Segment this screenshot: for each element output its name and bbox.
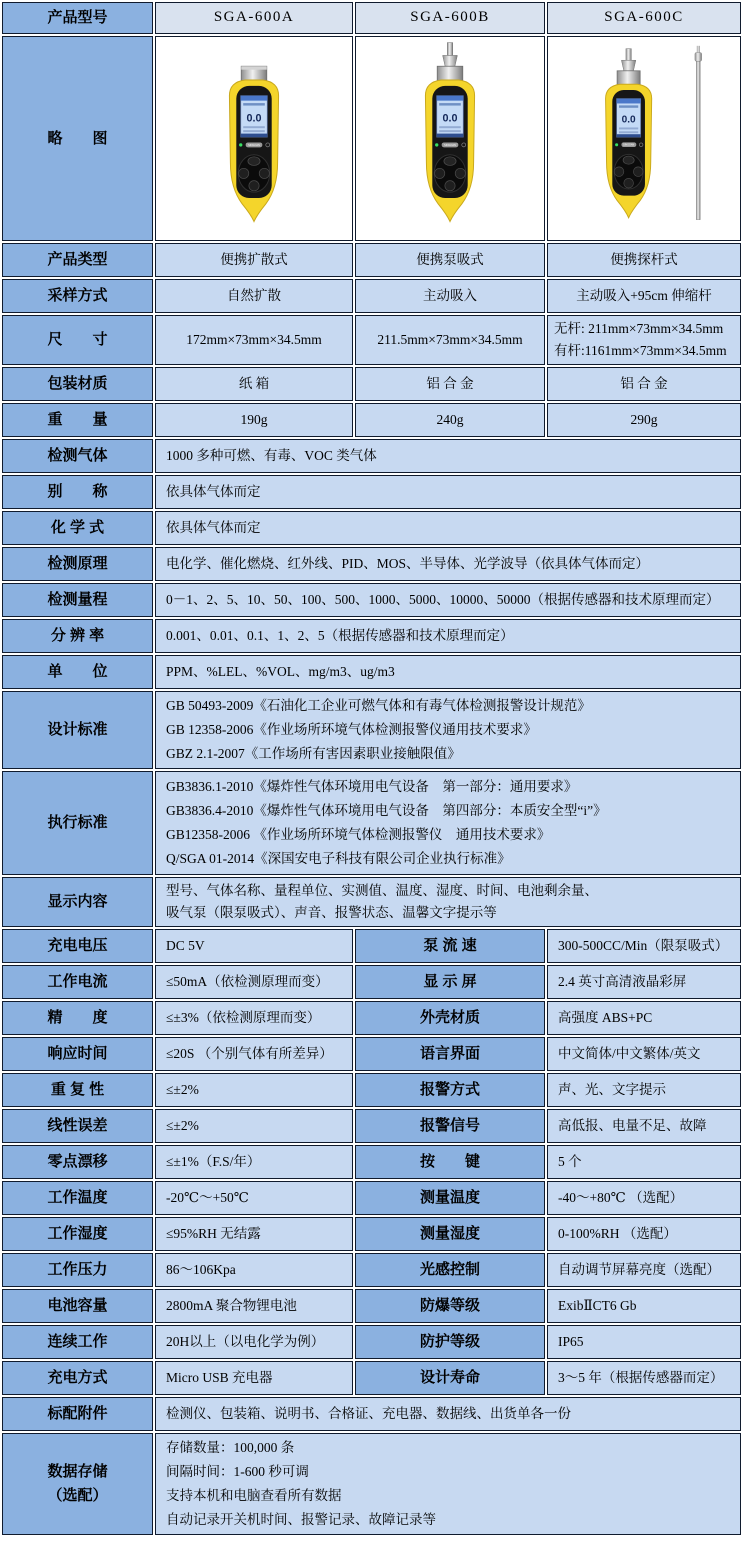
left-button xyxy=(614,166,624,176)
value-cell: 自然扩散 xyxy=(155,279,353,313)
row-working-humidity-measuring-humidity xyxy=(2,1217,741,1251)
screen-info-row1 xyxy=(439,126,461,128)
value-cell: 铝 合 金 xyxy=(547,367,741,401)
value-cell: 0.001、0.01、0.1、1、2、5（根据传感器和技术原理而定） xyxy=(155,619,741,653)
value-cell: 0-100%RH （选配） xyxy=(547,1217,741,1251)
enter-button xyxy=(624,178,634,188)
screen-header xyxy=(437,95,464,100)
screen-status-row xyxy=(439,103,461,105)
screen-bottom-bar xyxy=(617,134,641,137)
value-cell: 铝 合 金 xyxy=(355,367,545,401)
row-sampling-method xyxy=(2,279,741,313)
product-photo-sga-600c xyxy=(547,36,741,241)
value-cell: -20℃～+50℃ xyxy=(155,1181,353,1215)
right-button xyxy=(455,168,465,178)
value-cell: ≤±2% xyxy=(155,1109,353,1143)
row-working-current-display xyxy=(2,965,741,999)
label-cell: 工作电流 xyxy=(2,965,153,999)
power-led xyxy=(239,143,242,146)
value-cell: 190g xyxy=(155,403,353,437)
row-linearity-alarm-signal xyxy=(2,1109,741,1143)
value-cell: 便携扩散式 xyxy=(155,243,353,277)
label-cell: 电池容量 xyxy=(2,1289,153,1323)
value-cell xyxy=(547,315,741,365)
label-cell: 报警方式 xyxy=(355,1073,545,1107)
label-cell: 连续工作 xyxy=(2,1325,153,1359)
value-cell: 290g xyxy=(547,403,741,437)
display-content-line: 型号、气体名称、量程单位、实测值、温度、湿度、时间、电池剩余量、 xyxy=(166,883,598,898)
value-cell: 纸 箱 xyxy=(155,367,353,401)
label-cell: 检测量程 xyxy=(2,583,153,617)
screen-bottom-bar xyxy=(437,133,464,136)
screen-reading: 0.0 xyxy=(442,111,458,124)
label-cell: 精 度 xyxy=(2,1001,153,1035)
storage-line: 自动记录开关机时间、报警记录、故障记录等 xyxy=(166,1512,436,1527)
standard-line: Q/SGA 01-2014《深国安电子科技有限公司企业执行标准》 xyxy=(166,851,511,866)
label-cell: 防护等级 xyxy=(355,1325,545,1359)
screen-info-row1 xyxy=(243,126,265,128)
value-cell: IP65 xyxy=(547,1325,741,1359)
label-cell: 执行标准 xyxy=(2,771,153,875)
label-cell: 工作湿度 xyxy=(2,1217,153,1251)
sampling-probe xyxy=(626,48,631,60)
row-display-content xyxy=(2,877,741,927)
enter-button xyxy=(249,180,259,190)
screen-reading: 0.0 xyxy=(621,114,636,126)
value-cell: 检测仪、包装箱、说明书、合格证、充电器、数据线、出货单各一份 xyxy=(155,1397,741,1431)
value-cell: Micro USB 充电器 xyxy=(155,1361,353,1395)
value-cell: 中文简体/中文繁体/英文 xyxy=(547,1037,741,1071)
value-cell: 240g xyxy=(355,403,545,437)
row-dimensions xyxy=(2,315,741,365)
label-cell: 显 示 屏 xyxy=(355,965,545,999)
row-detected-gases xyxy=(2,439,741,473)
row-weight xyxy=(2,403,741,437)
detector-illustration-c xyxy=(571,41,717,237)
value-cell: 主动吸入 xyxy=(355,279,545,313)
storage-line: 支持本机和电脑查看所有数据 xyxy=(166,1488,342,1503)
row-detection-range xyxy=(2,583,741,617)
product-photo-sga-600a xyxy=(155,36,353,241)
row-data-storage xyxy=(2,1433,741,1535)
label-cell: 设计标准 xyxy=(2,691,153,769)
screen-header xyxy=(617,98,641,103)
screen-info-row2 xyxy=(439,130,461,132)
probe-flare xyxy=(621,60,635,71)
value-cell xyxy=(155,691,741,769)
label-cell: 检测气体 xyxy=(2,439,153,473)
screen-reading: 0.0 xyxy=(246,111,262,124)
storage-label-line: 数据存储 xyxy=(47,1463,108,1480)
standard-line: GBZ 2.1-2007《工作场所有害因素职业接触限值》 xyxy=(166,746,461,761)
dimension-line-with-rod: 有杆:1161mm×73mm×34.5mm xyxy=(554,343,727,358)
value-cell xyxy=(155,877,741,927)
label-cell: 外壳材质 xyxy=(355,1001,545,1035)
value-cell: 便携探杆式 xyxy=(547,243,741,277)
brand-text: SINGOAN xyxy=(623,143,635,147)
storage-label-line: （选配） xyxy=(47,1487,108,1504)
label-cell: 按 键 xyxy=(355,1145,545,1179)
power-led xyxy=(435,143,438,146)
model-name-sga-600a: SGA-600A xyxy=(155,2,353,34)
row-packaging-material xyxy=(2,367,741,401)
value-cell: ≤95%RH 无结露 xyxy=(155,1217,353,1251)
value-cell xyxy=(155,1433,741,1535)
label-cell: 充电电压 xyxy=(2,929,153,963)
row-product-type xyxy=(2,243,741,277)
value-cell: 0－1、2、5、10、50、100、500、1000、5000、10000、50000（根据传感器和技术原理而定） xyxy=(155,583,741,617)
header-product-model-label: 产品型号 xyxy=(2,2,153,34)
brand-text: SINGOAN xyxy=(248,143,260,147)
value-cell: ≤±3%（依检测原理而变） xyxy=(155,1001,353,1035)
sketch-label: 略 图 xyxy=(2,36,153,241)
label-cell: 标配附件 xyxy=(2,1397,153,1431)
standard-line: GB 12358-2006《作业场所环境气体检测报警仪通用技术要求》 xyxy=(166,722,537,737)
value-cell: 电化学、催化燃烧、红外线、PID、MOS、半导体、光学波导（依具体气体而定） xyxy=(155,547,741,581)
product-photo-sga-600b xyxy=(355,36,545,241)
label-cell: 语言界面 xyxy=(355,1037,545,1071)
right-button xyxy=(259,168,269,178)
value-cell: ≤20S （个别气体有所差异） xyxy=(155,1037,353,1071)
label-cell: 别 称 xyxy=(2,475,153,509)
power-led xyxy=(615,143,618,146)
value-cell: PPM、%LEL、%VOL、mg/m3、ug/m3 xyxy=(155,655,741,689)
label-cell: 报警信号 xyxy=(355,1109,545,1143)
probe-flare xyxy=(443,55,458,66)
value-cell: 86～106Kpa xyxy=(155,1253,353,1287)
value-cell: 5 个 xyxy=(547,1145,741,1179)
left-button xyxy=(239,168,249,178)
sampling-probe xyxy=(447,42,453,55)
value-cell: 2.4 英寸高清液晶彩屏 xyxy=(547,965,741,999)
label-cell: 化 学 式 xyxy=(2,511,153,545)
screen-status-row xyxy=(619,105,638,107)
display-content-line: 吸气泵（限泵吸式）、声音、报警状态、温馨文字提示等 xyxy=(166,905,497,920)
row-repeatability-alarm-mode xyxy=(2,1073,741,1107)
value-cell: 3～5 年（根据传感器而定） xyxy=(547,1361,741,1395)
detector-illustration-a xyxy=(195,41,313,237)
value-cell xyxy=(155,771,741,875)
row-units xyxy=(2,655,741,689)
value-cell: 依具体气体而定 xyxy=(155,475,741,509)
standard-line: GB 50493-2009《石油化工企业可燃气体和有毒气体检测报警设计规范》 xyxy=(166,698,591,713)
menu-button xyxy=(444,156,456,165)
value-cell: 依具体气体而定 xyxy=(155,511,741,545)
row-response-time-language xyxy=(2,1037,741,1071)
label-cell xyxy=(2,1433,153,1535)
value-cell: 主动吸入+95cm 伸缩杆 xyxy=(547,279,741,313)
row-alias xyxy=(2,475,741,509)
row-standard-accessories xyxy=(2,1397,741,1431)
label-cell: 包装材质 xyxy=(2,367,153,401)
row-detection-principle xyxy=(2,547,741,581)
value-cell: DC 5V xyxy=(155,929,353,963)
telescopic-rod-tip xyxy=(697,45,700,52)
value-cell: -40～+80℃ （选配） xyxy=(547,1181,741,1215)
value-cell: ≤±1%（F.S/年） xyxy=(155,1145,353,1179)
row-execution-standards xyxy=(2,771,741,875)
row-resolution xyxy=(2,619,741,653)
value-cell: 172mm×73mm×34.5mm xyxy=(155,315,353,365)
value-cell: 高强度 ABS+PC xyxy=(547,1001,741,1035)
value-cell: 自动调节屏幕亮度（选配） xyxy=(547,1253,741,1287)
enter-button xyxy=(445,180,455,190)
screen-info-row2 xyxy=(243,130,265,132)
model-name-sga-600b: SGA-600B xyxy=(355,2,545,34)
right-button xyxy=(633,166,643,176)
value-cell: 声、光、文字提示 xyxy=(547,1073,741,1107)
standard-line: GB3836.1-2010《爆炸性气体环境用电气设备 第一部分：通用要求》 xyxy=(166,779,578,794)
label-cell: 线性误差 xyxy=(2,1109,153,1143)
value-cell: 便携泵吸式 xyxy=(355,243,545,277)
value-cell: 高低报、电量不足、故障 xyxy=(547,1109,741,1143)
row-working-pressure-light-sensor xyxy=(2,1253,741,1287)
value-cell: ≤±2% xyxy=(155,1073,353,1107)
menu-button xyxy=(623,156,634,164)
label-cell: 测量温度 xyxy=(355,1181,545,1215)
dimension-line-without-rod: 无杆: 211mm×73mm×34.5mm xyxy=(554,321,724,336)
label-cell: 尺 寸 xyxy=(2,315,153,365)
row-continuous-work-protection xyxy=(2,1325,741,1359)
model-name-sga-600c: SGA-600C xyxy=(547,2,741,34)
row-battery-explosionproof xyxy=(2,1289,741,1323)
value-cell: 2800mA 聚合物锂电池 xyxy=(155,1289,353,1323)
value-cell: 20H以上（以电化学为例） xyxy=(155,1325,353,1359)
sensor-cap-top xyxy=(241,66,267,69)
label-cell: 分 辨 率 xyxy=(2,619,153,653)
value-cell: 1000 多种可燃、有毒、VOC 类气体 xyxy=(155,439,741,473)
screen-status-row xyxy=(243,103,265,105)
row-accuracy-housing xyxy=(2,1001,741,1035)
label-cell: 设计寿命 xyxy=(355,1361,545,1395)
label-cell: 单 位 xyxy=(2,655,153,689)
label-cell: 检测原理 xyxy=(2,547,153,581)
telescopic-rod-collar xyxy=(695,52,702,61)
row-charging-method-design-life xyxy=(2,1361,741,1395)
row-design-standards xyxy=(2,691,741,769)
label-cell: 重 复 性 xyxy=(2,1073,153,1107)
screen-bottom-bar xyxy=(241,133,268,136)
label-cell: 零点漂移 xyxy=(2,1145,153,1179)
detector-illustration-b xyxy=(391,41,509,237)
brand-text: SINGOAN xyxy=(444,143,456,147)
row-charging-voltage-pump-flow xyxy=(2,929,741,963)
value-cell: 300-500CC/Min（限泵吸式） xyxy=(547,929,741,963)
screen-info-row1 xyxy=(619,127,638,129)
row-zero-drift-buttons xyxy=(2,1145,741,1179)
label-cell: 重 量 xyxy=(2,403,153,437)
screen-info-row2 xyxy=(619,131,638,133)
menu-button xyxy=(248,156,260,165)
screen-header xyxy=(241,95,268,100)
standard-line: GB3836.4-2010《爆炸性气体环境用电气设备 第四部分：本质安全型“i”》 xyxy=(166,803,607,818)
left-button xyxy=(435,168,445,178)
row-working-temp-measuring-temp xyxy=(2,1181,741,1215)
label-cell: 防爆等级 xyxy=(355,1289,545,1323)
label-cell: 响应时间 xyxy=(2,1037,153,1071)
label-cell: 测量湿度 xyxy=(355,1217,545,1251)
label-cell: 光感控制 xyxy=(355,1253,545,1287)
label-cell: 产品类型 xyxy=(2,243,153,277)
label-cell: 充电方式 xyxy=(2,1361,153,1395)
label-cell: 泵 流 速 xyxy=(355,929,545,963)
value-cell: ExibⅡCT6 Gb xyxy=(547,1289,741,1323)
standard-line: GB12358-2006 《作业场所环境气体检测报警仪 通用技术要求》 xyxy=(166,827,551,842)
label-cell: 工作压力 xyxy=(2,1253,153,1287)
storage-line: 存储数量：100,000 条 xyxy=(166,1440,295,1455)
row-chemical-formula xyxy=(2,511,741,545)
label-cell: 采样方式 xyxy=(2,279,153,313)
value-cell: 211.5mm×73mm×34.5mm xyxy=(355,315,545,365)
header-row xyxy=(2,2,741,34)
value-cell: ≤50mA（依检测原理而变） xyxy=(155,965,353,999)
sketch-row xyxy=(2,36,741,241)
label-cell: 显示内容 xyxy=(2,877,153,927)
storage-line: 间隔时间：1-600 秒可调 xyxy=(166,1464,309,1479)
label-cell: 工作温度 xyxy=(2,1181,153,1215)
telescopic-rod xyxy=(696,61,700,219)
